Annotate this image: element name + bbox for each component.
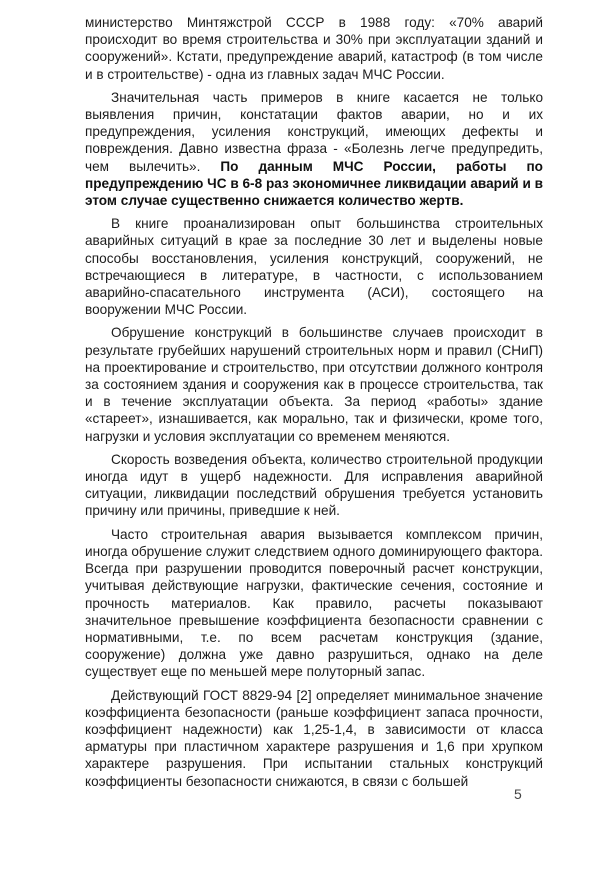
paragraph-text: Значительная часть примеров в книге касается не только выявления причин, констатации фактов аварии, но и их предупреждения, усиления конструкций, имеющих дефекты и повреждения. Давно известна фраза - «Болезнь легче предупредить, чем вылечить». <box>85 89 543 174</box>
page-number: 5 <box>514 786 522 802</box>
paragraph-text: Скорость возведения объекта, количество строительной продукции иногда идут в ущерб надежности. Для исправления аварийной ситуации, ликвидации последствий обрушения требуется установить причину или причины, приведшие к ней. <box>85 451 543 519</box>
paragraph-text: В книге проанализирован опыт большинства строительных аварийных ситуаций в крае за последние 30 лет и выделены новые способы восстановления, усиления конструкций, сооружений, не встречающиеся в литературе, в частности, с использованием аварийно-спасательного инструмента (АСИ), состоящего на вооружении МЧС России. <box>85 216 543 318</box>
paragraph-1 <box>85 14 543 83</box>
paragraph-text: Действующий ГОСТ 8829-94 [2] определяет минимальное значение коэффициента безопасности (раньше коэффициент запаса прочности, коэффициент надежности) как 1,25-1,4, в зависимости от класса арматуры при пластичном характере разрушения и 1,6 при хрупком характере разрушения. При испытании стальных конструкций коэффициенты безопасности снижаются, в связи с большей <box>85 687 543 789</box>
paragraph-text: министерство Минтяжстрой СССР в 1988 году: «70% аварий происходит во время строительства и 30% при эксплуатации зданий и сооружений». Кстати, предупреждение аварий, катастроф (в том числе и в строительстве) - одна из главных задач МЧС России. <box>85 15 543 82</box>
paragraph-4 <box>85 324 543 444</box>
paragraph-text: Часто строительная авария вызывается комплексом причин, иногда обрушение служит следствием одного доминирующего фактора. Всегда при разрушении проводится поверочный расчет конструкции, учитывая действующие нагрузки, фактические сечения, состояние и прочность материалов. Как правило, расчеты показывают значительное превышение коэффициента безопасности сравнении с нормативными, т.е. по всем расчетам конструкция (здание, сооружение) должна уже давно разрушиться, однако на деле существует еще по меньшей мере полуторный запас. <box>85 526 543 680</box>
paragraph-3 <box>85 215 543 318</box>
paragraph-6 <box>85 526 543 681</box>
paragraph-bold-text: По данным МЧС России, работы по предупреждению ЧС в 6-8 раз экономичнее ликвидации аварий и в этом случае существенно снижается количество жертв. <box>85 158 543 209</box>
body-text <box>85 14 543 796</box>
paragraph-5 <box>85 451 543 520</box>
paragraph-2 <box>85 89 543 209</box>
paragraph-7 <box>85 687 543 790</box>
paragraph-text: Обрушение конструкций в большинстве случаев происходит в результате грубейших нарушений строительных норм и правил (СНиП) на проектирование и строительство, при отсутствии должного контроля за состоянием здания и сооружения как в процессе строительства, так и в течение эксплуатации объекта. За период «работы» здание «стареет», изнашивается, как морально, так и физически, кроме того, нагрузки и условия эксплуатации со временем меняются. <box>85 325 543 444</box>
